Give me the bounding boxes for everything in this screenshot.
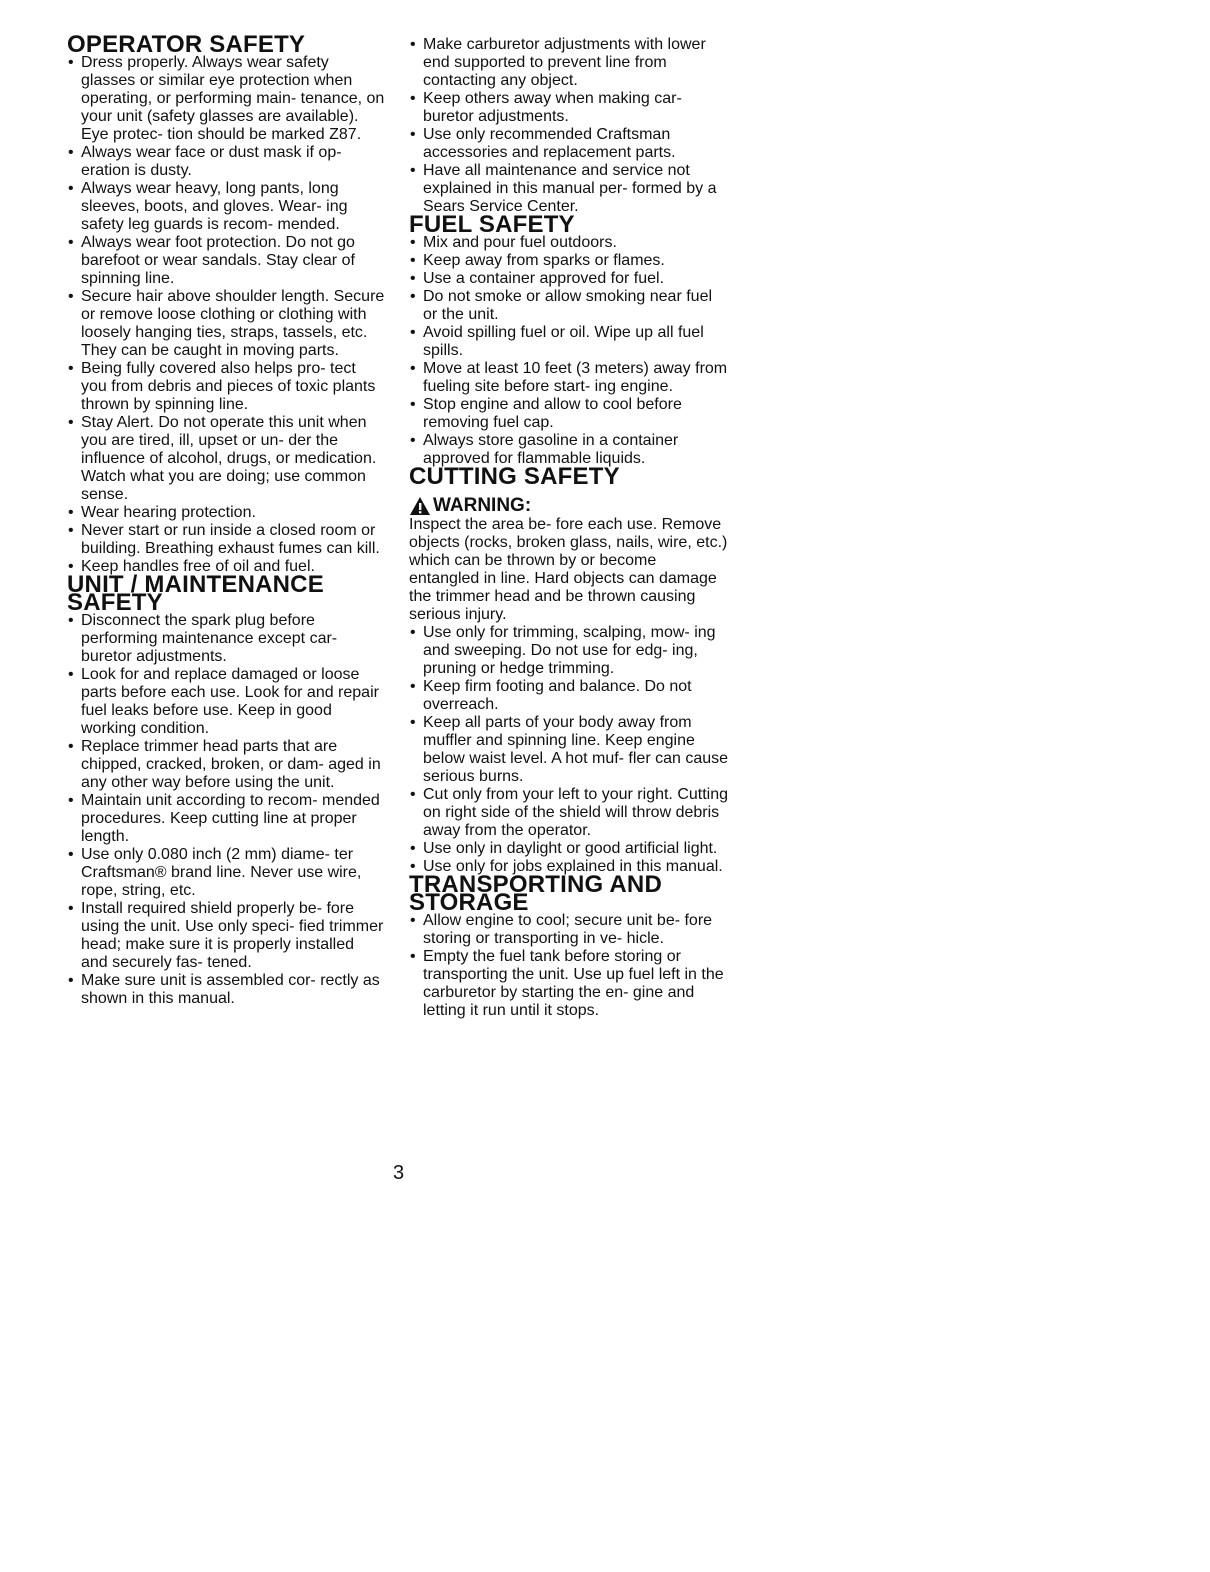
list-item: • Secure hair above shoulder length. Secure or remove loose clothing or clothing with loosely hanging ties, straps, tassels, etc. They can be caught in moving parts. (67, 288, 385, 360)
list-item: • Being fully covered also helps pro- tect you from debris and pieces of toxic plants thrown by spinning line. (67, 360, 385, 414)
warning-label: WARNING: (433, 495, 532, 516)
unit-maintenance-safety-section (67, 571, 385, 1008)
list-item: • Keep firm footing and balance. Do not overreach. (409, 678, 729, 714)
section-heading: OPERATOR SAFETY (67, 31, 306, 58)
list-item: • Have all maintenance and service not explained in this manual per- formed by a Sears Service Center. (409, 162, 729, 216)
list-item: • Use a container approved for fuel. (409, 270, 729, 288)
list-item: • Allow engine to cool; secure unit be- fore storing or transporting in ve- hicle. (409, 912, 729, 948)
list-item: • Use only for jobs explained in this manual. (409, 858, 729, 876)
operator-safety-section (67, 31, 385, 576)
warning-triangle-icon (409, 496, 431, 516)
warning-block (409, 496, 729, 624)
list-item: • Keep away from sparks or flames. (409, 252, 729, 270)
warning-text: Inspect the area be- fore each use. Remove objects (rocks, broken glass, nails, wire, etc.) which can be thrown by or become entangled in line. Hard objects can damage the trimmer head and be thrown causing serious injury. (409, 516, 728, 623)
list-item: • Use only in daylight or good artificial light. (409, 840, 729, 858)
list-item: • Always wear face or dust mask if op- eration is dusty. (67, 144, 385, 180)
warning-header (409, 496, 729, 516)
bullet-list (67, 612, 385, 1008)
bullet-list (409, 912, 729, 1020)
list-item: • Stop engine and allow to cool before removing fuel cap. (409, 396, 729, 432)
list-item: • Use only for trimming, scalping, mow- ing and sweeping. Do not use for edg- ing, pruning or hedge trimming. (409, 624, 729, 678)
bullet-list (409, 36, 729, 216)
list-item: • Keep all parts of your body away from muffler and spinning line. Keep engine below waist level. A hot muf- fler can cause serious burns. (409, 714, 729, 786)
list-item: • Avoid spilling fuel or oil. Wipe up all fuel spills. (409, 324, 729, 360)
list-item: • Always wear heavy, long pants, long sleeves, boots, and gloves. Wear- ing safety leg guards is recom- mended. (67, 180, 385, 234)
section-heading: UNIT / MAINTENANCE SAFETY (67, 571, 324, 616)
bullet-list (67, 54, 385, 576)
list-item: • Always wear foot protection. Do not go barefoot or wear sandals. Stay clear of spinning line. (67, 234, 385, 288)
list-item: • Disconnect the spark plug before performing maintenance except car- buretor adjustments. (67, 612, 385, 666)
transporting-storage-section (409, 871, 729, 1020)
cutting-safety-section (409, 463, 729, 876)
list-item: • Use only 0.080 inch (2 mm) diame- ter Craftsman® brand line. Never use wire, rope, string, etc. (67, 846, 385, 900)
bullet-list (409, 234, 729, 468)
list-item: • Keep handles free of oil and fuel. (67, 558, 385, 576)
list-item: • Never start or run inside a closed room or building. Breathing exhaust fumes can kill. (67, 522, 385, 558)
list-item: • Make carburetor adjustments with lower end supported to prevent line from contacting any object. (409, 36, 729, 90)
list-item: • Cut only from your left to your right. Cutting on right side of the shield will throw debris away from the operator. (409, 786, 729, 840)
maintenance-continued-section (409, 36, 729, 216)
list-item: • Replace trimmer head parts that are chipped, cracked, broken, or dam- aged in any other way before using the unit. (67, 738, 385, 792)
list-item: • Keep others away when making car- buretor adjustments. (409, 90, 729, 126)
section-heading: FUEL SAFETY (409, 211, 575, 238)
page-number: 3 (393, 1162, 405, 1184)
right-column (409, 36, 729, 1020)
list-item: • Empty the fuel tank before storing or transporting the unit. Use up fuel left in the carburetor by starting the en- gine and letting it run until it stops. (409, 948, 729, 1020)
section-heading: TRANSPORTING AND STORAGE (409, 871, 662, 916)
list-item: • Use only recommended Craftsman accessories and replacement parts. (409, 126, 729, 162)
list-item: • Maintain unit according to recom- mended procedures. Keep cutting line at proper length. (67, 792, 385, 846)
left-column (67, 31, 385, 1008)
list-item: • Look for and replace damaged or loose parts before each use. Look for and repair fuel leaks before use. Keep in good working condition. (67, 666, 385, 738)
list-item: • Move at least 10 feet (3 meters) away from fueling site before start- ing engine. (409, 360, 729, 396)
list-item: • Make sure unit is assembled cor- rectly as shown in this manual. (67, 972, 385, 1008)
fuel-safety-section (409, 211, 729, 468)
list-item: • Wear hearing protection. (67, 504, 385, 522)
list-item: • Mix and pour fuel outdoors. (409, 234, 729, 252)
list-item: • Dress properly. Always wear safety glasses or similar eye protection when operating, or performing main- tenance, on your unit (safety glasses are available). Eye protec- tion should be marked Z87. (67, 54, 385, 144)
list-item: • Stay Alert. Do not operate this unit when you are tired, ill, upset or un- der the influence of alcohol, drugs, or medication. Watch what you are doing; use common sense. (67, 414, 385, 504)
section-heading: CUTTING SAFETY (409, 463, 620, 490)
list-item: • Install required shield properly be- fore using the unit. Use only speci- fied trimmer head; make sure it is properly installed and securely fas- tened. (67, 900, 385, 972)
list-item: • Do not smoke or allow smoking near fuel or the unit. (409, 288, 729, 324)
list-item: • Always store gasoline in a container approved for flammable liquids. (409, 432, 729, 468)
bullet-list (409, 624, 729, 876)
